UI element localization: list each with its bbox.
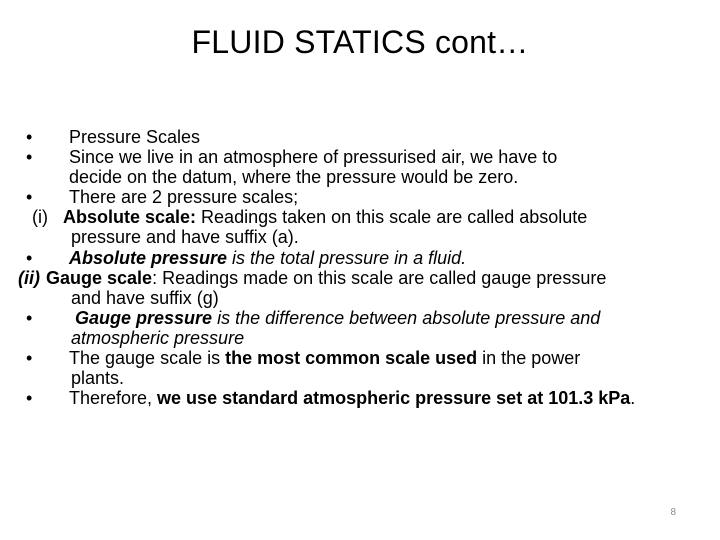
term-absolute-pressure: Absolute pressure bbox=[69, 247, 228, 268]
item-text: Readings taken on this scale are called absolute bbox=[196, 207, 588, 228]
item-gauge-scale-continued bbox=[26, 288, 696, 308]
bullet-text: Since we live in an atmosphere of pressurised air, we have to bbox=[69, 147, 558, 168]
term-absolute-scale: Absolute scale: bbox=[63, 207, 197, 228]
bullet-text: is the difference between absolute pressure and bbox=[212, 307, 601, 328]
bullet-text: . bbox=[630, 388, 636, 409]
item-absolute-scale-continued bbox=[26, 227, 696, 247]
bullet-icon: • bbox=[26, 348, 33, 369]
item-gauge-scale bbox=[18, 268, 696, 288]
bullet-text: atmospheric pressure bbox=[71, 327, 245, 348]
item-text: : Readings made on this scale are called gauge pressure bbox=[152, 267, 607, 288]
bullet-two-scales bbox=[26, 187, 696, 207]
page-number: 8 bbox=[670, 507, 676, 518]
bullet-gauge-pressure bbox=[26, 308, 696, 328]
bullet-most-common-scale bbox=[26, 348, 696, 368]
bullet-text: is the total pressure in a fluid. bbox=[227, 247, 467, 268]
bullet-most-common-scale-continued bbox=[26, 368, 696, 388]
bullet-text: decide on the datum, where the pressure would be zero. bbox=[69, 167, 519, 188]
bullet-icon: • bbox=[26, 187, 33, 208]
item-absolute-scale bbox=[26, 207, 696, 227]
bullet-text: Pressure Scales bbox=[69, 127, 201, 147]
roman-marker: (i) bbox=[32, 207, 48, 228]
bullet-icon: • bbox=[26, 307, 33, 328]
bullet-bold-text: we use standard atmospheric pressure set at 101.3 kPa bbox=[157, 388, 631, 409]
bullet-pressure-scales bbox=[26, 127, 696, 147]
roman-marker: (ii) bbox=[18, 267, 40, 288]
bullet-text: Therefore, bbox=[69, 388, 158, 409]
bullet-icon: • bbox=[26, 147, 33, 168]
item-text: and have suffix (g) bbox=[71, 287, 219, 308]
item-text: pressure and have suffix (a). bbox=[71, 227, 299, 248]
bullet-datum-continued bbox=[26, 167, 696, 187]
bullet-gauge-pressure-continued bbox=[26, 328, 696, 348]
bullet-icon: • bbox=[26, 247, 33, 268]
term-gauge-scale: Gauge scale bbox=[46, 267, 153, 288]
bullet-text: in the power bbox=[477, 348, 581, 369]
slide-body bbox=[18, 127, 696, 409]
bullet-icon: • bbox=[26, 388, 33, 409]
term-gauge-pressure: Gauge pressure bbox=[75, 307, 213, 328]
bullet-icon: • bbox=[26, 127, 33, 147]
bullet-text: plants. bbox=[71, 368, 125, 389]
bullet-absolute-pressure bbox=[26, 248, 696, 268]
bullet-bold-text: the most common scale used bbox=[225, 348, 478, 369]
bullet-text: There are 2 pressure scales; bbox=[69, 187, 299, 208]
slide-title: FLUID STATICS cont… bbox=[191, 24, 529, 60]
bullet-standard-atmospheric bbox=[26, 388, 696, 408]
bullet-datum bbox=[26, 147, 696, 167]
bullet-text: The gauge scale is bbox=[69, 348, 226, 369]
